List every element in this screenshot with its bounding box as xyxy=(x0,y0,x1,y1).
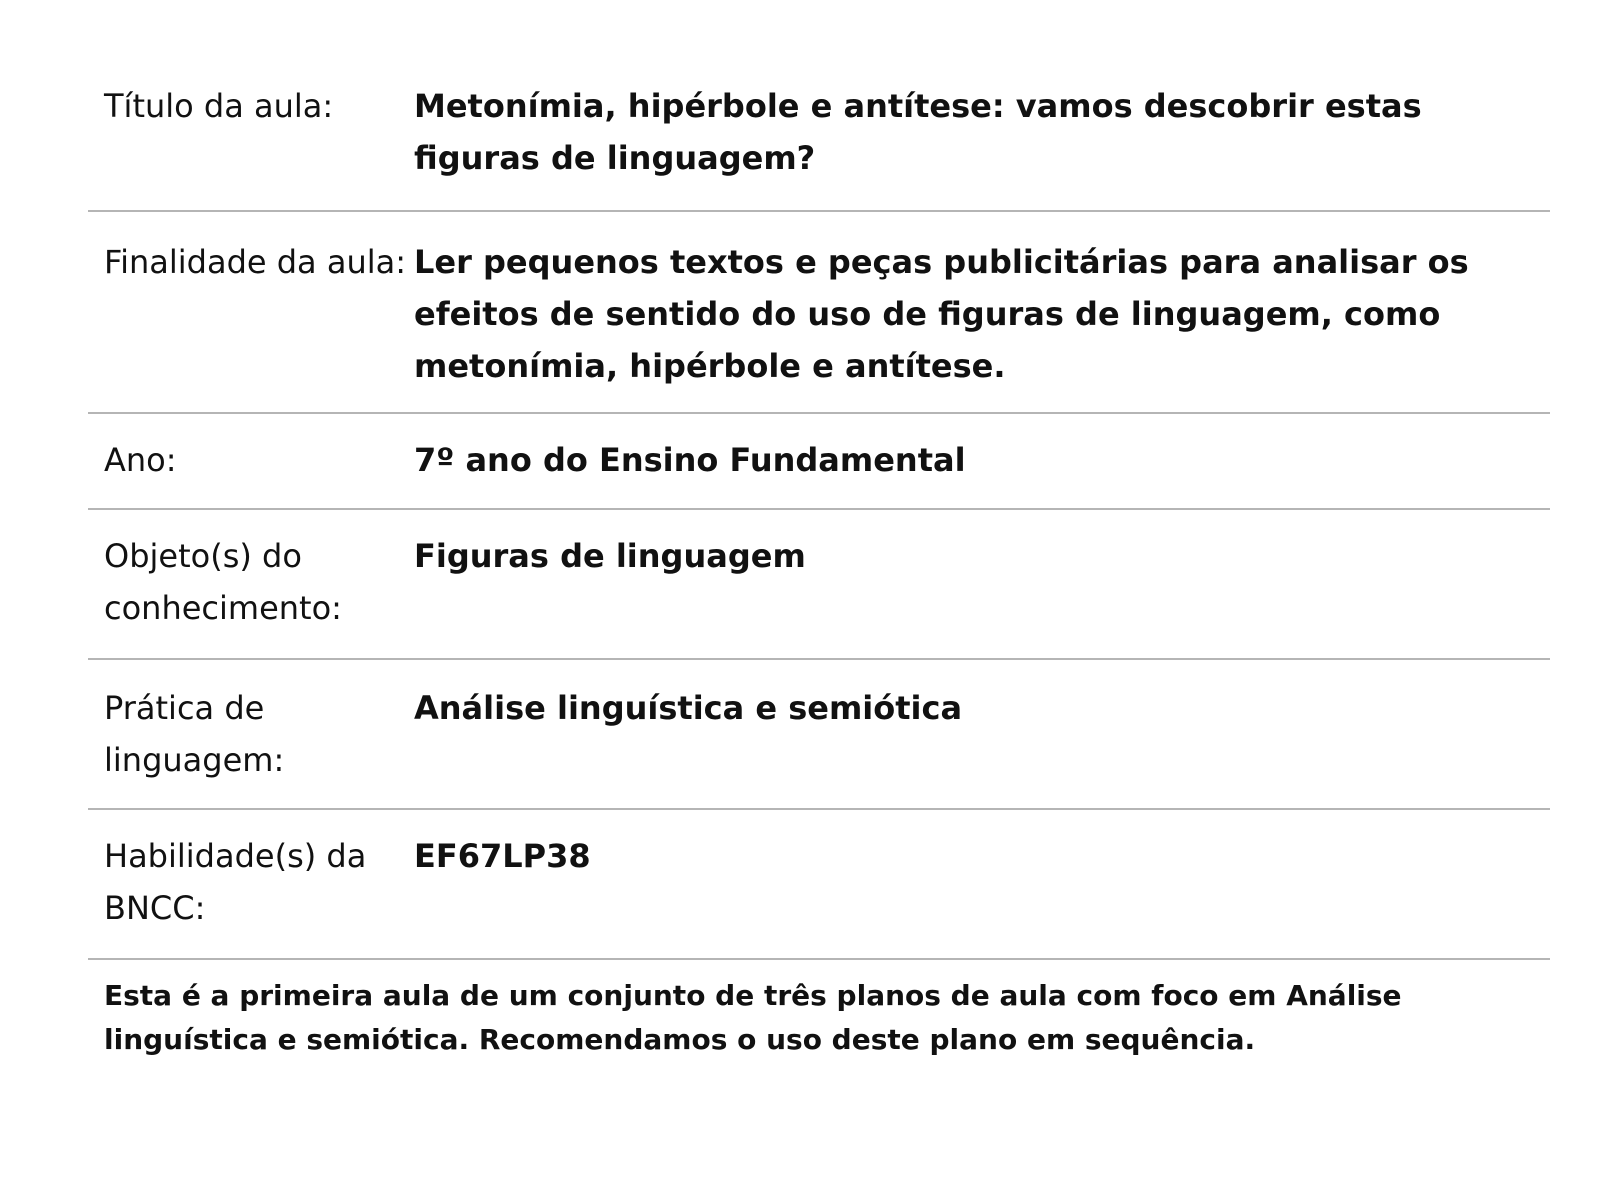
row-school-year xyxy=(88,414,1550,510)
row-label: Finalidade da aula: xyxy=(104,243,406,281)
row-lesson-purpose xyxy=(88,212,1550,414)
row-lesson-title xyxy=(88,72,1550,212)
lesson-title-value: Metonímia, hipérbole e antítese: vamos descobrir estas figuras de linguagem? xyxy=(414,87,1422,177)
row-label: Título da aula: xyxy=(104,87,334,125)
sequence-note: Esta é a primeira aula de um conjunto de três planos de aula com foco em Análise linguística e semiótica. Recomendamos o uso deste plano em sequência. xyxy=(104,979,1402,1056)
bncc-skills-value: EF67LP38 xyxy=(414,837,591,875)
row-bncc-skills xyxy=(88,810,1550,960)
row-knowledge-objects xyxy=(88,510,1550,660)
language-practice-value: Análise linguística e semiótica xyxy=(414,689,963,727)
row-label: Objeto(s) do conhecimento: xyxy=(104,537,342,627)
row-language-practice xyxy=(88,660,1550,810)
row-label: Prática de linguagem: xyxy=(104,689,285,779)
lesson-plan-table xyxy=(88,72,1550,1062)
row-label: Habilidade(s) da BNCC: xyxy=(104,837,367,927)
knowledge-objects-value: Figuras de linguagem xyxy=(414,537,806,575)
school-year-value: 7º ano do Ensino Fundamental xyxy=(414,441,966,479)
row-label: Ano: xyxy=(104,441,177,479)
lesson-purpose-value: Ler pequenos textos e peças publicitárias para analisar os efeitos de sentido do uso de figuras de linguagem, como metonímia, hipérbole e antítese. xyxy=(414,243,1469,385)
